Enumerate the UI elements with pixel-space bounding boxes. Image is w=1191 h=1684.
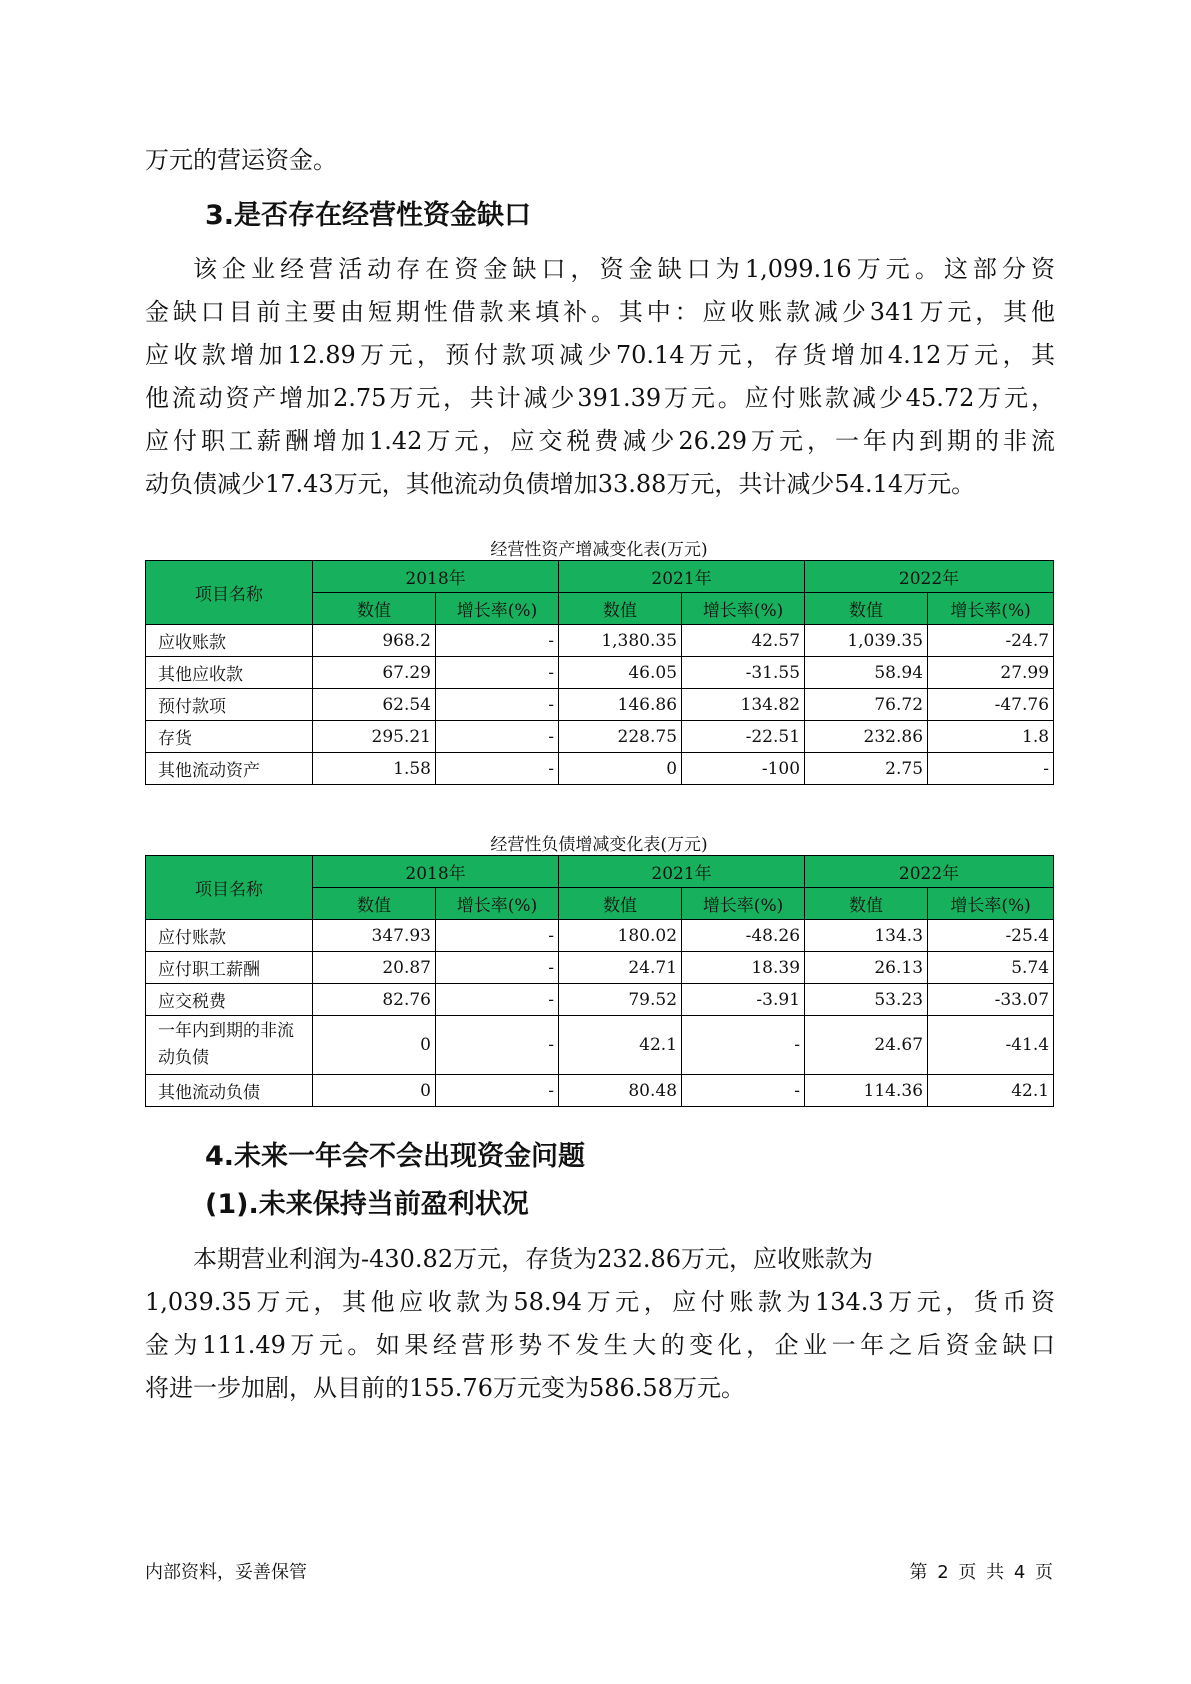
paragraph-line: 本期营业利润为-430.82万元，存货为232.86万元，应收账款为 xyxy=(193,1245,874,1273)
table-cell: 42.1 xyxy=(559,1016,682,1075)
table-cell: 27.99 xyxy=(928,657,1054,689)
table-cell: 24.71 xyxy=(559,952,682,984)
table-cell: 79.52 xyxy=(559,984,682,1016)
row-name-line: 动负债 xyxy=(158,1048,209,1068)
table-cell: 5.74 xyxy=(928,952,1054,984)
table-row xyxy=(146,721,1054,753)
table-cell: 62.54 xyxy=(313,689,436,721)
table-cell: -33.07 xyxy=(928,984,1054,1016)
table-cell: 146.86 xyxy=(559,689,682,721)
table-cell: 134.82 xyxy=(682,689,805,721)
table-cell: -22.51 xyxy=(682,721,805,753)
paragraph-line: 1,039.35万元，其他应收款为58.94万元，应付账款为134.3万元，货币资 xyxy=(145,1288,1055,1316)
footer-confidential-note: 内部资料，妥善保管 xyxy=(145,1562,307,1583)
paragraph-line: 应付职工薪酬增加1.42万元，应交税费减少26.29万元，一年内到期的非流 xyxy=(145,427,1055,455)
table-cell: 0 xyxy=(313,1075,436,1107)
year-header: 2021年 xyxy=(559,856,805,888)
liabilities-table-caption: 经营性负债增减变化表(万元) xyxy=(490,835,708,855)
table-cell: - xyxy=(436,625,559,657)
table-cell: 114.36 xyxy=(805,1075,928,1107)
table-cell: 134.3 xyxy=(805,920,928,952)
table-cell: - xyxy=(436,753,559,785)
table-cell: 1.58 xyxy=(313,753,436,785)
table-cell: 26.13 xyxy=(805,952,928,984)
table-cell: 347.93 xyxy=(313,920,436,952)
table-row xyxy=(146,984,1054,1016)
row-name: 应收账款 xyxy=(146,625,313,657)
growth-rate-header: 增长率(%) xyxy=(928,888,1054,920)
item-name-header: 项目名称 xyxy=(146,856,313,920)
value-header: 数值 xyxy=(559,593,682,625)
section4-paragraph xyxy=(145,1238,1055,1410)
table-cell: - xyxy=(436,1016,559,1075)
table-cell: 1,039.35 xyxy=(805,625,928,657)
table-cell: 18.39 xyxy=(682,952,805,984)
table-cell: -3.91 xyxy=(682,984,805,1016)
table-cell: 42.1 xyxy=(928,1075,1054,1107)
liabilities-table xyxy=(145,855,1054,1107)
year-header: 2018年 xyxy=(313,856,559,888)
table-row xyxy=(146,1016,1054,1075)
value-header: 数值 xyxy=(313,888,436,920)
table-cell: 42.57 xyxy=(682,625,805,657)
paragraph-line: 金缺口目前主要由短期性借款来填补。其中：应收账款减少341万元，其他 xyxy=(145,298,1055,326)
row-name: 应付职工薪酬 xyxy=(146,952,313,984)
row-name xyxy=(146,1016,313,1075)
paragraph-line: 他流动资产增加2.75万元，共计减少391.39万元。应付账款减少45.72万元， xyxy=(145,384,1055,412)
year-header: 2022年 xyxy=(805,856,1054,888)
year-header: 2018年 xyxy=(313,561,559,593)
table-cell: 76.72 xyxy=(805,689,928,721)
row-name: 其他应收款 xyxy=(146,657,313,689)
table-cell: - xyxy=(436,952,559,984)
table-cell: -41.4 xyxy=(928,1016,1054,1075)
table-cell: 24.67 xyxy=(805,1016,928,1075)
assets-table xyxy=(145,560,1054,785)
table-cell: - xyxy=(436,984,559,1016)
footer-page-number: 第 2 页 共 4 页 xyxy=(909,1562,1053,1583)
row-name: 其他流动负债 xyxy=(146,1075,313,1107)
table-cell: 67.29 xyxy=(313,657,436,689)
growth-rate-header: 增长率(%) xyxy=(928,593,1054,625)
table-cell: 53.23 xyxy=(805,984,928,1016)
paragraph-line: 金为111.49万元。如果经营形势不发生大的变化，企业一年之后资金缺口 xyxy=(145,1331,1055,1359)
item-name-header: 项目名称 xyxy=(146,561,313,625)
intro-line: 万元的营运资金。 xyxy=(145,146,337,174)
value-header: 数值 xyxy=(559,888,682,920)
table-cell: -31.55 xyxy=(682,657,805,689)
table-cell: -47.76 xyxy=(928,689,1054,721)
table-row xyxy=(146,952,1054,984)
section4-subheading: (1).未来保持当前盈利状况 xyxy=(205,1189,529,1220)
paragraph-line: 动负债减少17.43万元，其他流动负债增加33.88万元，共计减少54.14万元。 xyxy=(145,470,976,498)
table-cell: 295.21 xyxy=(313,721,436,753)
table-cell: - xyxy=(436,1075,559,1107)
table-cell: 82.76 xyxy=(313,984,436,1016)
value-header: 数值 xyxy=(313,593,436,625)
table-cell: 0 xyxy=(313,1016,436,1075)
table-cell: - xyxy=(436,721,559,753)
table-cell: - xyxy=(436,657,559,689)
table-cell: 0 xyxy=(559,753,682,785)
table-row xyxy=(146,920,1054,952)
assets-table-caption: 经营性资产增减变化表(万元) xyxy=(490,540,708,560)
table-cell: -25.4 xyxy=(928,920,1054,952)
table-cell: - xyxy=(436,689,559,721)
table-cell: 968.2 xyxy=(313,625,436,657)
table-cell: 228.75 xyxy=(559,721,682,753)
table-row xyxy=(146,657,1054,689)
value-header: 数值 xyxy=(805,888,928,920)
table-cell: 1.8 xyxy=(928,721,1054,753)
value-header: 数值 xyxy=(805,593,928,625)
table-row xyxy=(146,753,1054,785)
table-cell: - xyxy=(682,1016,805,1075)
table-cell: -100 xyxy=(682,753,805,785)
row-name: 应付账款 xyxy=(146,920,313,952)
paragraph-line: 应收款增加12.89万元，预付款项减少70.14万元，存货增加4.12万元，其 xyxy=(145,341,1055,369)
table-cell: -24.7 xyxy=(928,625,1054,657)
table-cell: - xyxy=(928,753,1054,785)
table-cell: -48.26 xyxy=(682,920,805,952)
table-cell: 58.94 xyxy=(805,657,928,689)
growth-rate-header: 增长率(%) xyxy=(682,888,805,920)
row-name: 预付款项 xyxy=(146,689,313,721)
table-row xyxy=(146,1075,1054,1107)
row-name-line: 一年内到期的非流 xyxy=(158,1021,294,1041)
growth-rate-header: 增长率(%) xyxy=(436,888,559,920)
table-cell: - xyxy=(436,920,559,952)
table-cell: - xyxy=(682,1075,805,1107)
table-row xyxy=(146,625,1054,657)
year-header: 2021年 xyxy=(559,561,805,593)
table-cell: 180.02 xyxy=(559,920,682,952)
table-cell: 1,380.35 xyxy=(559,625,682,657)
year-header: 2022年 xyxy=(805,561,1054,593)
table-cell: 80.48 xyxy=(559,1075,682,1107)
paragraph-line: 该企业经营活动存在资金缺口，资金缺口为1,099.16万元。这部分资 xyxy=(193,255,1055,283)
growth-rate-header: 增长率(%) xyxy=(436,593,559,625)
growth-rate-header: 增长率(%) xyxy=(682,593,805,625)
section3-heading: 3.是否存在经营性资金缺口 xyxy=(205,200,532,231)
section4-heading: 4.未来一年会不会出现资金问题 xyxy=(205,1141,586,1172)
row-name: 应交税费 xyxy=(146,984,313,1016)
table-row xyxy=(146,689,1054,721)
row-name: 其他流动资产 xyxy=(146,753,313,785)
table-cell: 232.86 xyxy=(805,721,928,753)
table-cell: 46.05 xyxy=(559,657,682,689)
section3-paragraph xyxy=(145,248,1055,506)
table-cell: 2.75 xyxy=(805,753,928,785)
paragraph-line: 将进一步加剧，从目前的155.76万元变为586.58万元。 xyxy=(145,1374,745,1402)
row-name: 存货 xyxy=(146,721,313,753)
table-cell: 20.87 xyxy=(313,952,436,984)
